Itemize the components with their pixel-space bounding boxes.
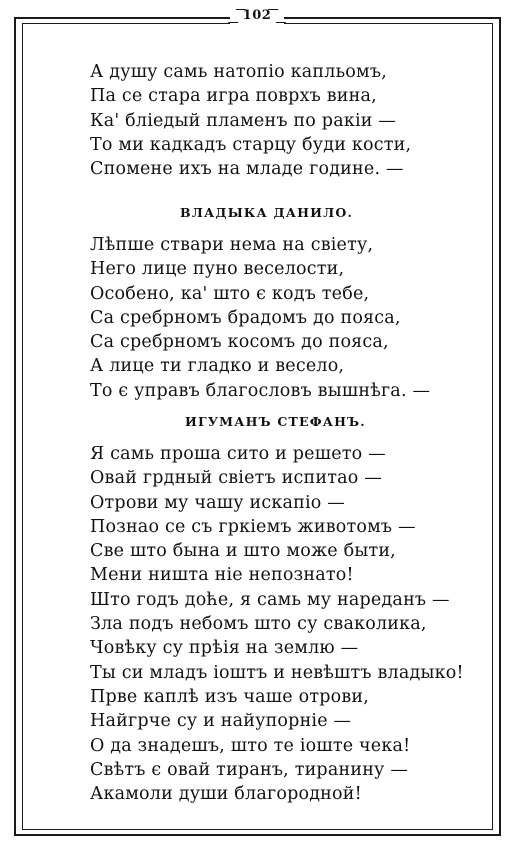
speaker-heading-vladyka: ВЛАДЫКА ДАНИЛО. <box>180 205 354 220</box>
verse-line: Спомене ихъ на младе годинe. — <box>90 159 404 180</box>
verse-line: Што годъ доће, я самь му нареданъ — <box>90 589 450 610</box>
stanza-3 <box>90 442 464 806</box>
verse-line: Човѣку су прѣія на землю — <box>90 638 359 659</box>
verse-line: Познао се съ гркіемъ животомъ — <box>90 516 416 537</box>
stanza-1 <box>90 60 411 181</box>
verse-line: Свѣтъ є овай тиранъ, тиранину — <box>90 759 409 780</box>
verse-line: О да знадешъ, што те іоште чека! <box>90 735 411 756</box>
verse-line: Прве каплѣ изъ чаше отрови, <box>90 686 370 707</box>
verse-line: То ми кадкадъ старцу буди кости, <box>90 134 412 155</box>
verse-line: А лице ти гладко и весело, <box>90 356 345 377</box>
verse-line: Лѣпше ствари нема на свіету, <box>90 235 374 255</box>
verse-line: А душу самь натопіо капльомъ, <box>90 62 387 82</box>
verse-line: Мени ништа ніе непознато! <box>90 565 354 586</box>
verse-line: Све што бына и што може быти, <box>90 541 396 562</box>
verse-line: Зла подъ небомъ што су сваколика, <box>90 614 427 635</box>
verse-line: Ты си младъ іоштъ и невѣштъ владыко! <box>90 662 464 683</box>
verse-line: То є управъ благословъ вышнѣга. — <box>90 380 431 401</box>
verse-line: Па се стара игра поврхъ вина, <box>90 86 377 107</box>
verse-line: Особено, ка' што є кодъ тебе, <box>90 283 370 304</box>
verse-line: Овай грдный свіетъ испитао — <box>90 468 382 489</box>
verse-line: Найгрче су и найупорніе — <box>90 711 352 732</box>
verse-line: Отрови му чашу искапіо — <box>90 492 345 513</box>
verse-line: Ка' бліедый пламенъ по ракіи — <box>90 110 397 131</box>
verse-line: Са сребрномъ брадомъ до пояса, <box>90 307 401 328</box>
verse-line: Акамоли души благородной! <box>90 784 362 805</box>
verse-line: Я самь проша сито и решето — <box>90 444 386 464</box>
stanza-2 <box>90 233 430 403</box>
verse-line: Са сребрномъ косомъ до пояса, <box>90 332 389 353</box>
speaker-heading-iguman: ИГУМАНЪ СТЕФАНЪ. <box>185 414 366 429</box>
page-number: 102 <box>230 6 284 26</box>
verse-line: Него лице пуно веселости, <box>90 259 345 280</box>
